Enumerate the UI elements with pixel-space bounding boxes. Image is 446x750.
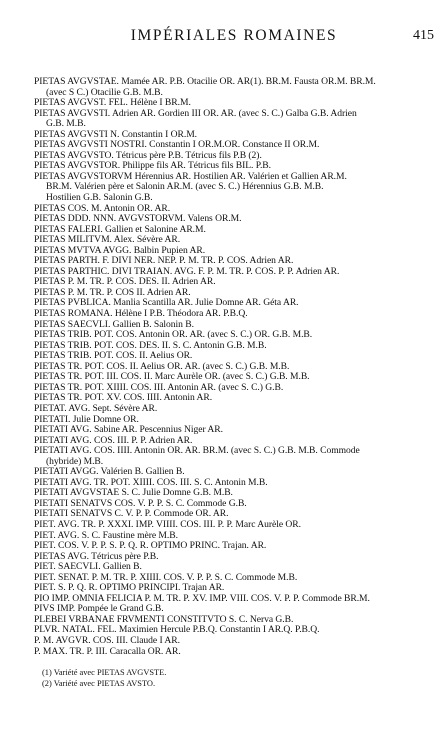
catalog-entry: PIETATI AVG. Sabine AR. Pescennius Niger AR. [34, 425, 223, 436]
footnote: (1) Variété avec PIETAS AVGVSTE. [42, 668, 167, 677]
page-header [34, 27, 434, 49]
catalog-entry: PIETAS TR. POT. XV. COS. IIII. Antonin AR. [34, 393, 213, 404]
catalog-entry: PIET. AVG. S. C. Faustine mère M.B. [34, 530, 178, 541]
catalog-entry: PIETAT. AVG. Sept. Sévère AR. [34, 403, 158, 414]
catalog-entry-continuation: (avec S C.) Otacilie G.B. M.B. [46, 87, 163, 98]
catalog-entry: PIETATI AVG. TR. POT. XIIII. COS. III. S. C. Antonin M.B. [34, 477, 268, 488]
catalog-entry: PIETAS TR. POT. III. COS. II. Marc Aurèle OR. (avec S. C.) G.B. M.B. [34, 372, 310, 383]
catalog-entry: PIETAS ROMANA. Hélène I P.B. Théodora AR. P.B.Q. [34, 309, 248, 320]
footnote: (2) Variété avec PIETAS AVSTO. [42, 678, 156, 688]
catalog-entry: PIETAS AVGVSTI N. Constantin I OR.M. [34, 129, 198, 140]
catalog-entry: PIETAS PARTH. F. DIVI NER. NEP. P. M. TR. P. COS. Adrien AR. [34, 256, 294, 267]
catalog-entry: P. MAX. TR. P. III. Caracalla OR. AR. [34, 646, 181, 657]
catalog-entry: PIO IMP. OMNIA FELICIA P. M. TR. P. XV. IMP. VIII. COS. V. P. P. Commode BR.M. [34, 593, 370, 604]
catalog-entry: PIETAS AVGVST. FEL. Hélène I BR.M. [34, 98, 191, 109]
catalog-entry: PIETAS PARTHIC. DIVI TRAIAN. AVG. F. P. M. TR. P. COS. P. P. Adrien AR. [34, 266, 340, 277]
page-number: 415 [413, 28, 434, 43]
catalog-entry: PIETAS AVGVSTORVM Hérennius AR. Hostilien AR. Valérien et Gallien AR.M. [34, 171, 347, 182]
catalog-entry: PIET. COS. V. P. P. S. P. Q. R. OPTIMO PRINC. Trajan. AR. [34, 541, 267, 552]
catalog-entry: PIETAS AVGVSTO. Tétricus père P.B. Tétricus fils P.B (2). [34, 150, 262, 161]
catalog-entry: PLEBEI VRBANAE FRVMENTI CONSTITVTO S. C. Nerva G.B. [34, 614, 294, 625]
catalog-entry-continuation: G.B. M.B. [46, 119, 86, 130]
catalog-entry: PIETAS TR. POT. XIIII. COS. III. Antonin AR. (avec S. C.) G.B. [34, 382, 284, 393]
catalog-entry: PIETATI AVG. COS. III. P. P. Adrien AR. [34, 435, 193, 446]
catalog-entry: PIETAS SAECVLI. Gallien B. Salonin B. [34, 319, 194, 330]
catalog-entry: PLVR. NATAL. FEL. Maximien Hercule P.B.Q. Constantin I AR.Q. P.B.Q. [34, 625, 320, 636]
page-title: IMPÉRIALES ROMAINES [130, 27, 338, 44]
catalog-entry: PIETAS DDD. NNN. AVGVSTORVM. Valens OR.M. [34, 214, 242, 225]
catalog-entry: PIETAS MVTVA AVGG. Balbin Pupien AR. [34, 245, 206, 256]
catalog-entry: PIET. SENAT. P. M. TR. P. XIIII. COS. V. P. P. S. C. Commode M.B. [34, 572, 298, 583]
catalog-entry: PIETAS TRIB. POT. COS. II. Aelius OR. [34, 351, 193, 362]
catalog-entry: PIETATI. Julie Domne OR. [34, 414, 139, 425]
catalog-entry: PIETAS MILITVM. Alex. Sévère AR. [34, 235, 181, 246]
catalog-entry: PIETAS AVGVSTOR. Philippe fils AR. Tétricus fils BIL. P.B. [34, 161, 272, 172]
catalog-entry: PIETAS COS. M. Antonin OR. AR. [34, 203, 171, 214]
catalog-entry: P. M. AVGVR. COS. III. Claude I AR. [34, 635, 180, 646]
catalog-entry: PIETAS P. M. TR. P. COS. DES. II. Adrien AR. [34, 277, 216, 288]
catalog-entry: PIETAS AVGVSTI. Adrien AR. Gordien III OR. AR. (avec S. C.) Galba G.B. Adrien [34, 108, 357, 119]
catalog-entry-continuation: Hostilien G.B. Salonin G.B. [46, 193, 153, 204]
catalog-entry: PIETAS AVG. Tétricus père P.B. [34, 551, 159, 562]
catalog-entry: PIETAS TRIB. POT. COS. Antonin OR. AR. (avec S. C.) OR. G.B. M.B. [34, 330, 313, 341]
catalog-entry: PIETAS P. M. TR. P. COS II. Adrien AR. [34, 287, 191, 298]
catalog-entry: PIETAS AVGVSTAE. Mamée AR. P.B. Otacilie OR. AR(1). BR.M. Fausta OR.M. BR.M. [34, 77, 376, 87]
catalog-entry: PIETATI AVGVSTAE S. C. Julie Domne G.B. M.B. [34, 488, 233, 499]
catalog-entry-continuation: (hybride) M.B. [46, 456, 104, 467]
footnotes [42, 668, 436, 689]
catalog-entry: PIETAS PVBLICA. Manlia Scantilla AR. Julie Domne AR. Géta AR. [34, 298, 299, 309]
catalog-entry: PIET. AVG. TR. P. XXXI. IMP. VIIII. COS. III. P. P. Marc Aurèle OR. [34, 519, 301, 530]
catalog-entry: PIETAS TRIB. POT. COS. DES. II. S. C. Antonin G.B. M.B. [34, 340, 267, 351]
catalog-entry: PIETATI SENATVS COS. V. P. P. S. C. Commode G.B. [34, 498, 247, 509]
catalog-entry: PIET. S. P. Q. R. OPTIMO PRINCIPI. Trajan AR. [34, 583, 225, 594]
catalog-entry: PIETAS TR. POT. COS. II. Aelius OR. AR. (avec S. C.) G.B. M.B. [34, 361, 290, 372]
catalog-entry: PIETATI SENATVS C. V. P. P. Commode OR. AR. [34, 509, 229, 520]
catalog-entry: PIETATI AVGG. Valérien B. Gallien B. [34, 467, 185, 478]
catalog-entry: PIVS IMP. Pompée le Grand G.B. [34, 604, 164, 615]
catalog-entry: PIETAS FALERI. Gallien et Salonine AR.M. [34, 224, 206, 235]
catalog-entries [34, 77, 436, 657]
catalog-entry: PIETATI AVG. COS. IIII. Antonin OR. AR. BR.M. (avec S. C.) G.B. M.B. Commode [34, 446, 360, 457]
catalog-entry-continuation: BR.M. Valérien père et Salonin AR.M. (avec S. C.) Hérennius G.B. M.B. [46, 182, 324, 193]
catalog-entry: PIET. SAECVLI. Gallien B. [34, 562, 142, 573]
catalog-entry: PIETAS AVGVSTI NOSTRI. Constantin I OR.M.OR. Constance II OR.M. [34, 140, 320, 151]
